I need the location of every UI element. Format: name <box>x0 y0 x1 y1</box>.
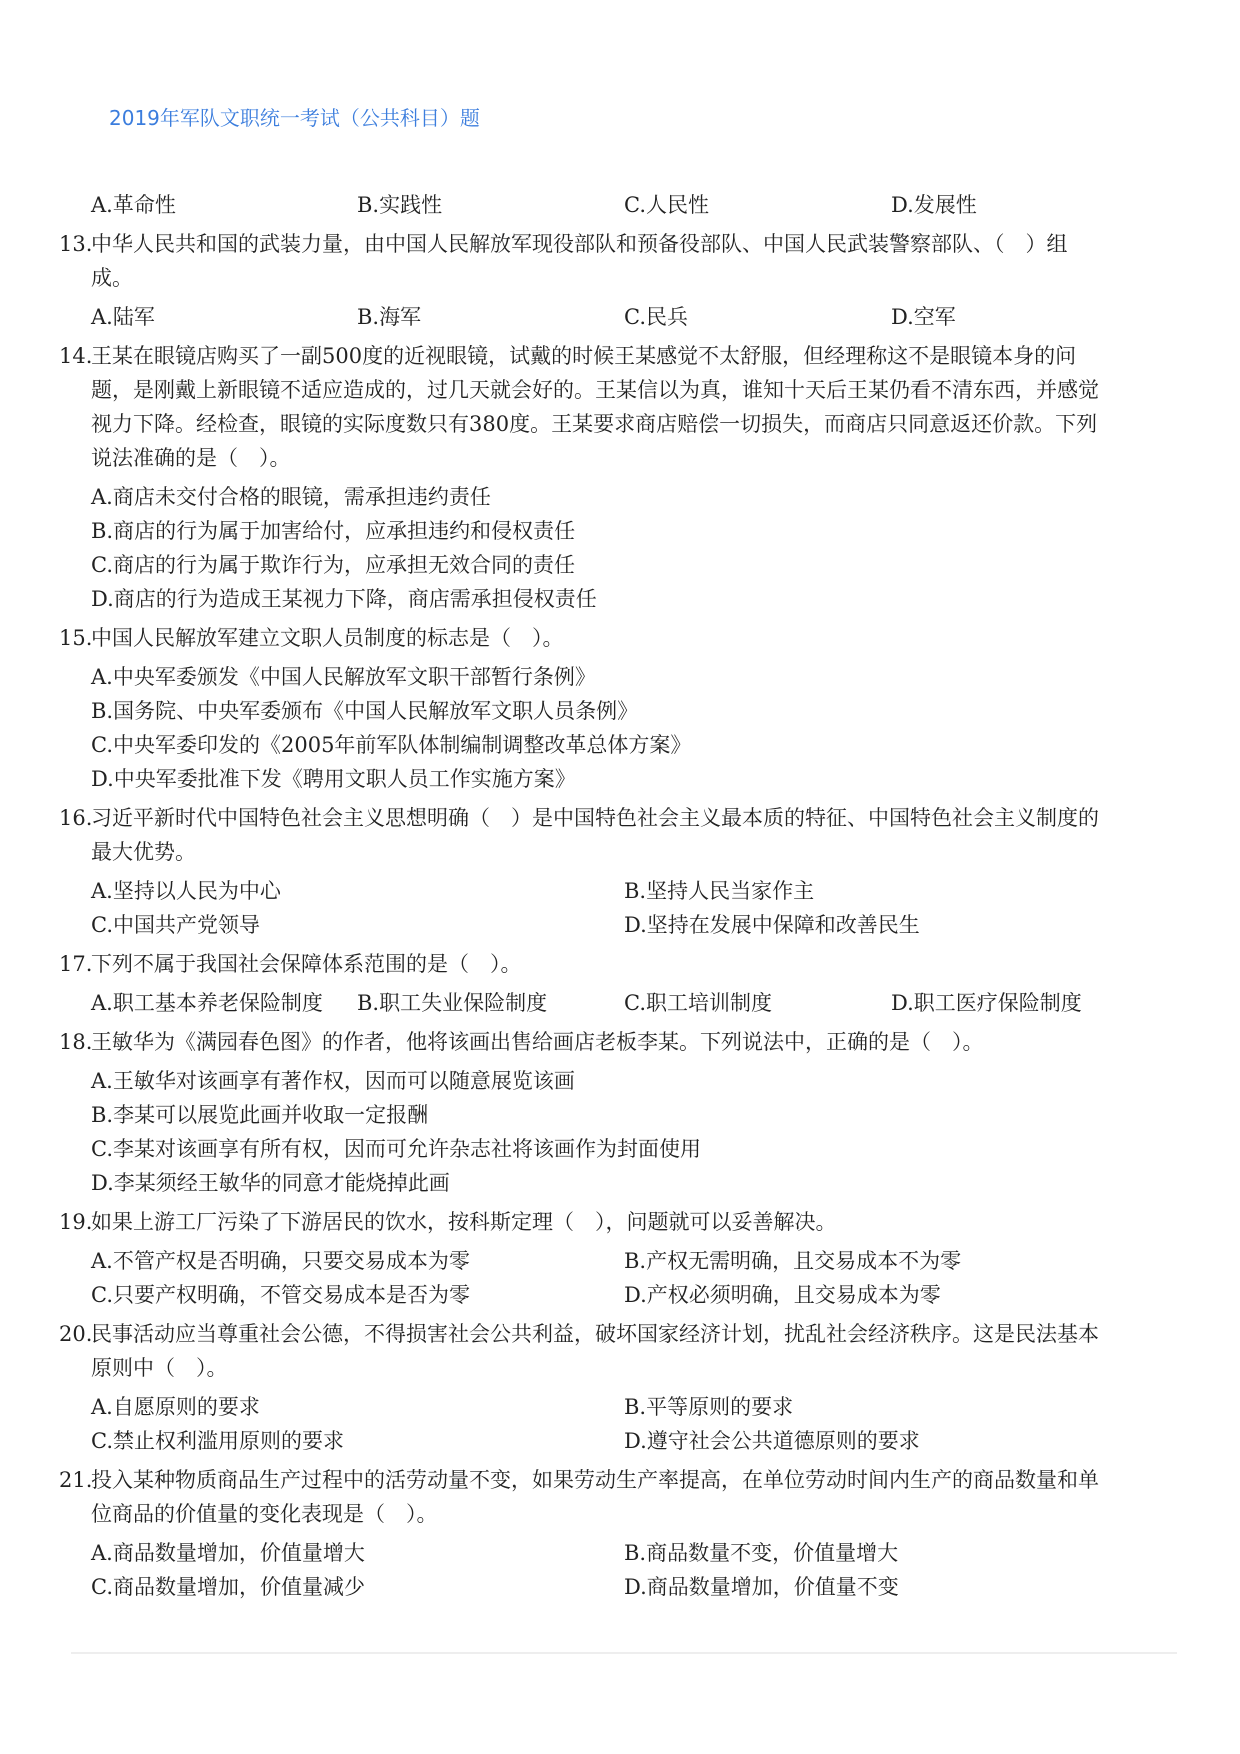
options-row <box>0 762 1240 796</box>
question-text: 最大优势。 <box>91 840 196 864</box>
option: B.商品数量不变，价值量增大 <box>624 1541 899 1565</box>
question-text: 习近平新时代中国特色社会主义思想明确（ ）是中国特色社会主义最本质的特征、中国特色社会主义制度的 <box>91 806 1099 830</box>
question-stem-line <box>0 407 1240 441</box>
question-stem-line <box>0 1205 1240 1239</box>
option: A.商店未交付合格的眼镜，需承担违约责任 <box>91 485 491 509</box>
option: A.陆军 <box>91 305 155 329</box>
option: D.商店的行为造成王某视力下降，商店需承担侵权责任 <box>91 587 597 611</box>
question-number: 21. <box>59 1468 93 1492</box>
option: B.国务院、中央军委颁布《中国人民解放军文职人员条例》 <box>91 699 639 723</box>
question-stem-line <box>0 621 1240 655</box>
options-row <box>0 1390 1240 1424</box>
options-row <box>0 300 1240 334</box>
options-row <box>0 1424 1240 1458</box>
option: B.商店的行为属于加害给付，应承担违约和侵权责任 <box>91 519 576 543</box>
question-number: 14. <box>59 344 93 368</box>
question-number: 15. <box>59 626 93 650</box>
question-stem-line <box>0 835 1240 869</box>
options-row <box>0 1166 1240 1200</box>
option: A.不管产权是否明确，只要交易成本为零 <box>91 1249 470 1273</box>
options-row <box>0 514 1240 548</box>
option: B.海军 <box>357 305 422 329</box>
option: A.革命性 <box>91 193 176 217</box>
option: C.商品数量增加，价值量减少 <box>91 1575 365 1599</box>
option: C.商店的行为属于欺诈行为，应承担无效合同的责任 <box>91 553 575 577</box>
page-divider <box>71 1652 1177 1654</box>
question-stem-line <box>0 227 1240 261</box>
option: C.禁止权利滥用原则的要求 <box>91 1429 344 1453</box>
option: D.职工医疗保险制度 <box>891 991 1082 1015</box>
option: B.平等原则的要求 <box>624 1395 794 1419</box>
question-number: 17. <box>59 952 93 976</box>
question-list <box>0 188 1240 1604</box>
question-stem-line <box>0 261 1240 295</box>
options-row <box>0 1244 1240 1278</box>
question-stem-line <box>0 373 1240 407</box>
options-row <box>0 1570 1240 1604</box>
question-stem-line <box>0 1351 1240 1385</box>
question-text: 中国人民解放军建立文职人员制度的标志是（ ）。 <box>91 626 564 650</box>
question-stem-line <box>0 1317 1240 1351</box>
question-text: 原则中（ ）。 <box>91 1356 228 1380</box>
question-stem-line <box>0 1025 1240 1059</box>
question-number: 18. <box>59 1030 93 1054</box>
question-text: 题，是刚戴上新眼镜不适应造成的，过几天就会好的。王某信以为真，谁知十天后王某仍看不清东西，并感觉 <box>91 378 1099 402</box>
question-stem-line <box>0 339 1240 373</box>
options-row <box>0 1278 1240 1312</box>
option: C.中国共产党领导 <box>91 913 260 937</box>
option: A.职工基本养老保险制度 <box>91 991 323 1015</box>
option: D.坚持在发展中保障和改善民生 <box>624 913 920 937</box>
question-number: 16. <box>59 806 93 830</box>
question-stem-line <box>0 1463 1240 1497</box>
options-row <box>0 480 1240 514</box>
option: D.发展性 <box>891 193 977 217</box>
question-text: 说法准确的是（ ）。 <box>91 446 291 470</box>
question-stem-line <box>0 947 1240 981</box>
option: A.商品数量增加，价值量增大 <box>91 1541 365 1565</box>
option: A.中央军委颁发《中国人民解放军文职干部暂行条例》 <box>91 665 596 689</box>
option: C.只要产权明确，不管交易成本是否为零 <box>91 1283 470 1307</box>
options-row <box>0 582 1240 616</box>
question-text: 视力下降。经检查，眼镜的实际度数只有380度。王某要求商店赔偿一切损失，而商店只同意返还价款。下列 <box>91 412 1098 436</box>
question-text: 中华人民共和国的武装力量，由中国人民解放军现役部队和预备役部队、中国人民武装警察部队、（ ）组 <box>91 232 1068 256</box>
option: A.坚持以人民为中心 <box>91 879 281 903</box>
question-text: 下列不属于我国社会保障体系范围的是（ ）。 <box>91 952 522 976</box>
option: D.中央军委批准下发《聘用文职人员工作实施方案》 <box>91 767 576 791</box>
question-text: 王某在眼镜店购买了一副500度的近视眼镜，试戴的时候王某感觉不太舒服，但经理称这不是眼镜本身的问 <box>91 344 1077 368</box>
option: A.自愿原则的要求 <box>91 1395 260 1419</box>
options-row <box>0 548 1240 582</box>
question-stem-line <box>0 801 1240 835</box>
option: D.商品数量增加，价值量不变 <box>624 1575 899 1599</box>
option: B.产权无需明确，且交易成本不为零 <box>624 1249 962 1273</box>
option: C.李某对该画享有所有权，因而可允许杂志社将该画作为封面使用 <box>91 1137 701 1161</box>
question-text: 投入某种物质商品生产过程中的活劳动量不变，如果劳动生产率提高，在单位劳动时间内生产的商品数量和单 <box>91 1468 1099 1492</box>
options-row <box>0 694 1240 728</box>
question-text: 民事活动应当尊重社会公德，不得损害社会公共利益，破坏国家经济计划，扰乱社会经济秩序。这是民法基本 <box>91 1322 1099 1346</box>
options-row <box>0 660 1240 694</box>
option: A.王敏华对该画享有著作权，因而可以随意展览该画 <box>91 1069 575 1093</box>
q12-options <box>0 188 1240 222</box>
option: D.李某须经王敏华的同意才能烧掉此画 <box>91 1171 450 1195</box>
option: B.实践性 <box>357 193 443 217</box>
document-title: 2019年军队文职统一考试（公共科目）题 <box>109 106 480 130</box>
question-stem-line <box>0 441 1240 475</box>
question-number: 19. <box>59 1210 93 1234</box>
options-row <box>0 1132 1240 1166</box>
options-row <box>0 728 1240 762</box>
option: C.职工培训制度 <box>624 991 772 1015</box>
option: C.中央军委印发的《2005年前军队体制编制调整改革总体方案》 <box>91 733 692 757</box>
option: C.人民性 <box>624 193 709 217</box>
options-row <box>0 1536 1240 1570</box>
options-row <box>0 1098 1240 1132</box>
options-row <box>0 986 1240 1020</box>
option: B.坚持人民当家作主 <box>624 879 815 903</box>
question-text: 成。 <box>91 266 133 290</box>
options-row <box>0 908 1240 942</box>
question-text: 如果上游工厂污染了下游居民的饮水，按科斯定理（ ），问题就可以妥善解决。 <box>91 1210 837 1234</box>
option: D.遵守社会公共道德原则的要求 <box>624 1429 920 1453</box>
option: D.产权必须明确，且交易成本为零 <box>624 1283 941 1307</box>
option: C.民兵 <box>624 305 688 329</box>
option: D.空军 <box>891 305 956 329</box>
question-stem-line <box>0 1497 1240 1531</box>
option: B.职工失业保险制度 <box>357 991 548 1015</box>
question-number: 13. <box>59 232 93 256</box>
options-row <box>0 1064 1240 1098</box>
question-text: 王敏华为《满园春色图》的作者，他将该画出售给画店老板李某。下列说法中，正确的是（ ）。 <box>91 1030 984 1054</box>
option: B.李某可以展览此画并收取一定报酬 <box>91 1103 429 1127</box>
question-text: 位商品的价值量的变化表现是（ ）。 <box>91 1502 438 1526</box>
options-row <box>0 874 1240 908</box>
question-number: 20. <box>59 1322 93 1346</box>
